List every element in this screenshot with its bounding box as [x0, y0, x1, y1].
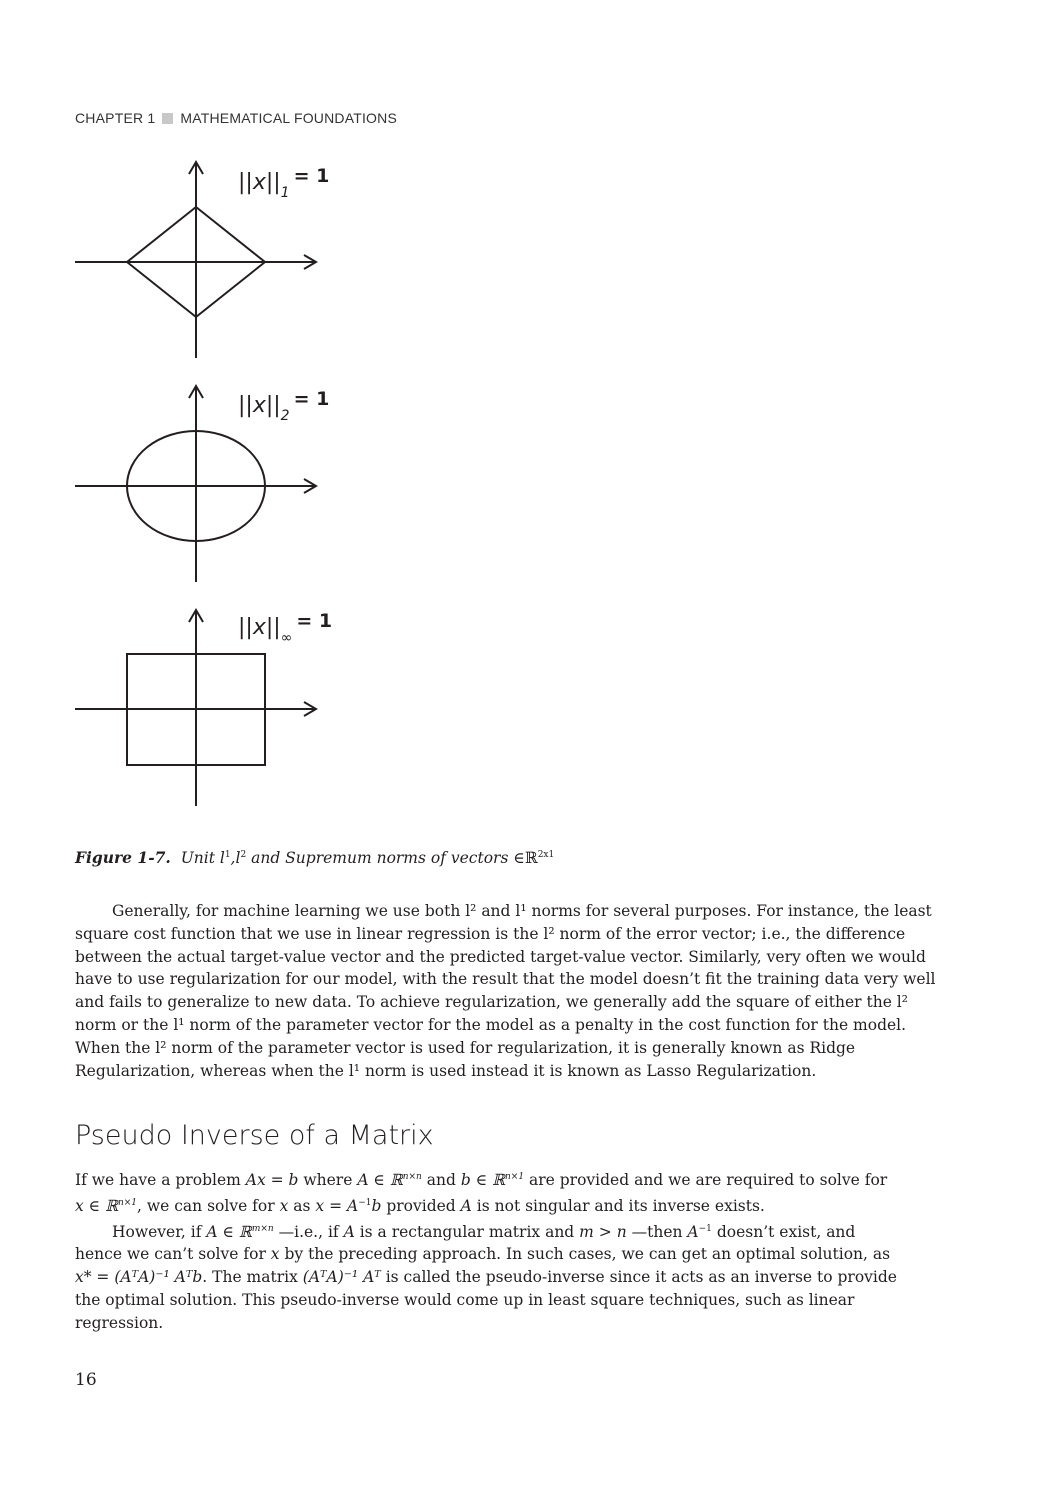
norm-symbol: ||x||: [238, 170, 281, 195]
norm-subscript: ∞: [280, 630, 293, 647]
text: provided: [381, 1196, 461, 1215]
linf-norm-label: [238, 610, 333, 647]
norm-symbol: ||x||: [238, 615, 281, 640]
caption-text: and Supremum norms of vectors: [246, 849, 514, 867]
text: is a rectangular matrix and: [354, 1222, 580, 1241]
line: regression.: [75, 1313, 164, 1332]
var: A: [343, 1222, 355, 1241]
dim: n×n: [402, 1172, 422, 1182]
paragraph-norms: [75, 900, 945, 1082]
chapter-title: MATHEMATICAL FOUNDATIONS: [180, 110, 397, 126]
text: as: [288, 1196, 316, 1215]
page-number: 16: [75, 1370, 97, 1390]
equation: A ∈ ℝ: [206, 1222, 252, 1241]
l1-norm-label: [238, 165, 330, 202]
text: doesn’t exist, and: [711, 1222, 856, 1241]
equation: (AᵀA)⁻¹ Aᵀ: [302, 1268, 381, 1287]
var: x: [279, 1196, 289, 1215]
equation: x = A: [315, 1196, 359, 1215]
line: [75, 1243, 945, 1266]
norm-equals: = 1: [293, 388, 330, 410]
var: A: [460, 1196, 472, 1215]
text: —i.e., if: [273, 1222, 344, 1241]
caption-sup: 2: [240, 850, 247, 860]
l2-norm-label: [238, 388, 330, 425]
exp: −1: [358, 1197, 372, 1208]
line: [75, 1218, 945, 1244]
norm-subscript: 1: [280, 185, 290, 202]
norm-equals: = 1: [293, 165, 330, 187]
dim: n×1: [117, 1197, 138, 1208]
equation: m > n: [579, 1222, 627, 1241]
caption-dim: 2x1: [537, 850, 555, 860]
text: where: [298, 1171, 358, 1189]
line: the optimal solution. This pseudo-inverse would come up in least square techniques, such as linear: [75, 1290, 855, 1309]
norm-equals: = 1: [296, 610, 333, 632]
chapter-label: CHAPTER 1: [75, 110, 156, 126]
text: —then: [626, 1222, 688, 1241]
equation: Ax = b: [245, 1171, 299, 1189]
caption-text: ,l: [230, 849, 241, 867]
section-title: Pseudo Inverse of a Matrix: [75, 1120, 434, 1151]
equation: x* = (AᵀA)⁻¹ Aᵀb: [75, 1268, 203, 1287]
text: and: [421, 1171, 461, 1189]
line: [75, 1166, 945, 1192]
figure-caption: [75, 848, 554, 867]
section-body: [75, 1166, 945, 1335]
line: [75, 1192, 945, 1218]
text: are provided and we are required to solve for: [524, 1171, 888, 1189]
text: is not singular and its inverse exists.: [471, 1196, 765, 1215]
text: is called the pseudo-inverse since it acts as an inverse to provide: [380, 1268, 897, 1287]
line: [75, 1266, 945, 1289]
dim: m×n: [251, 1223, 274, 1234]
text: hence we can’t solve for: [75, 1245, 271, 1264]
caption-set: ∈ℝ: [513, 849, 538, 867]
equation: A ∈ ℝ: [357, 1171, 403, 1189]
text: If we have a problem: [75, 1171, 246, 1189]
equation: b: [371, 1196, 382, 1215]
exp: −1: [698, 1223, 712, 1234]
caption-text: Unit l: [180, 849, 225, 867]
caption-sup: 1: [224, 850, 231, 860]
dim: n×1: [505, 1172, 525, 1182]
text: . The matrix: [202, 1268, 303, 1287]
var: x: [270, 1245, 280, 1264]
equation: A: [687, 1222, 699, 1241]
text: , we can solve for: [137, 1196, 280, 1215]
figure-number: Figure 1-7.: [75, 848, 171, 867]
text: by the preceding approach. In such cases, we can get an optimal solution, as: [279, 1245, 891, 1264]
text: However, if: [112, 1222, 207, 1241]
paragraph-text: Generally, for machine learning we use both l² and l¹ norms for several purposes. For instance, the least square cost function that we use in linear regression is the l² norm of the error vector; i.e., the difference between the actual target-value vector and the predicted target-value vector. Similarly, very often we would have to use regularization for our model, with the result that the model doesn’t fit the training data very well and fails to generalize to new data. To achieve regularization, we generally add the square of either the l² norm or the l¹ norm of the parameter vector for the model as a penalty in the cost function for the model. When the l² norm of the parameter vector is used for regularization, it is generally known as Ridge Regularization, whereas when the l¹ norm is used instead it is known as Lasso Regularization.: [75, 902, 936, 1080]
equation: x ∈ ℝ: [75, 1196, 118, 1215]
equation: b ∈ ℝ: [460, 1171, 505, 1189]
norm-symbol: ||x||: [238, 393, 281, 418]
norm-subscript: 2: [280, 408, 290, 425]
